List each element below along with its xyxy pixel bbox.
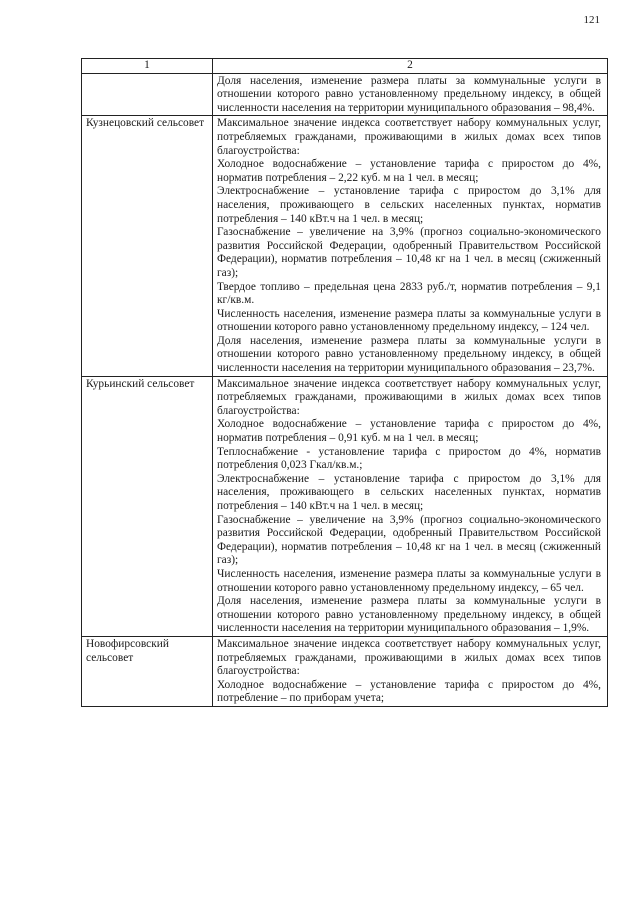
page-number: 121 — [583, 14, 600, 26]
row-description — [213, 636, 608, 706]
column-header-1: 1 — [82, 59, 213, 74]
table-header-row — [82, 59, 608, 74]
row-description — [213, 376, 608, 636]
paragraph: Максимальное значение индекса соответствует набору коммунальных услуг, потребляемых гражданами, проживающими в жилых домах всех типов благоустройства: — [217, 637, 601, 678]
paragraph: Твердое топливо – предельная цена 2833 руб./т, норматив потребления – 9,1 кг/кв.м. — [217, 280, 601, 307]
paragraph: Газоснабжение – увеличение на 3,9% (прогноз социально-экономического развития Российской Федерации, одобренный Правительством Российской Федерации), норматив потребления – 10,48 кг на 1 чел. в месяц (сжиженный газ); — [217, 513, 601, 567]
paragraph: Доля населения, изменение размера платы за коммунальные услуги в отношении которого равно установленному предельному индексу, в общей численности населения на территории муниципального образования – 23,7%. — [217, 334, 601, 375]
table-row — [82, 73, 608, 116]
paragraph: Электроснабжение – установление тарифа с приростом до 3,1% для населения, проживающего в сельских населенных пунктах, норматив потребления – 140 кВт.ч на 1 чел. в месяц; — [217, 185, 601, 225]
paragraph: Холодное водоснабжение – установление тарифа с приростом до 4%, норматив потребления – 2,22 куб. м на 1 чел. в месяц; — [217, 158, 601, 184]
paragraph: Максимальное значение индекса соответствует набору коммунальных услуг, потребляемых гражданами, проживающими в жилых домах всех типов благоустройства: — [217, 117, 601, 157]
paragraph: Доля населения, изменение размера платы за коммунальные услуги в отношении которого равно установленному предельному индексу, в общей численности населения на территории муниципального образования – 98,4%. — [217, 74, 601, 114]
paragraph: Электроснабжение – установление тарифа с приростом до 3,1% для населения, проживающего в сельских населенных пунктах, норматив потребления – 140 кВт.ч на 1 чел. в месяц; — [217, 472, 601, 512]
tariff-table — [81, 58, 608, 707]
paragraph: Теплоснабжение - установление тарифа с приростом до 4%, норматив потребления 0,023 Гкал/кв.м.; — [217, 445, 601, 472]
paragraph: Численность населения, изменение размера платы за коммунальные услуги в отношении которого равно установленному предельному индексу, – 65 чел. — [217, 567, 601, 594]
row-description — [213, 73, 608, 116]
municipality-name: Кузнецовский сельсовет — [82, 116, 213, 376]
row-description — [213, 116, 608, 376]
municipality-name — [82, 73, 213, 116]
paragraph: Численность населения, изменение размера платы за коммунальные услуги в отношении которого равно установленному предельному индексу, – 124 чел. — [217, 307, 601, 334]
municipality-name: Новофирсовский сельсовет — [82, 636, 213, 706]
municipality-name: Курьинский сельсовет — [82, 376, 213, 636]
paragraph: Доля населения, изменение размера платы за коммунальные услуги в отношении которого равно установленному предельному индексу, в общей численности населения на территории муниципального образования – 1,9%. — [217, 595, 601, 635]
table-row — [82, 376, 608, 636]
paragraph: Холодное водоснабжение – установление тарифа с приростом до 4%, норматив потребления – 0,91 куб. м на 1 чел. в месяц; — [217, 418, 601, 445]
paragraph: Максимальное значение индекса соответствует набору коммунальных услуг, потребляемых гражданами, проживающими в жилых домах всех типов благоустройства: — [217, 377, 601, 417]
table-row — [82, 116, 608, 376]
table-row — [82, 636, 608, 706]
column-header-2: 2 — [213, 59, 608, 74]
paragraph: Газоснабжение – увеличение на 3,9% (прогноз социально-экономического развития Российской Федерации, одобренный Правительством Российской Федерации), норматив потребления – 10,48 кг на 1 чел. в месяц (сжиженный газ); — [217, 226, 601, 279]
paragraph: Холодное водоснабжение – установление тарифа с приростом до 4%, потребление – по приборам учета; — [217, 678, 601, 705]
